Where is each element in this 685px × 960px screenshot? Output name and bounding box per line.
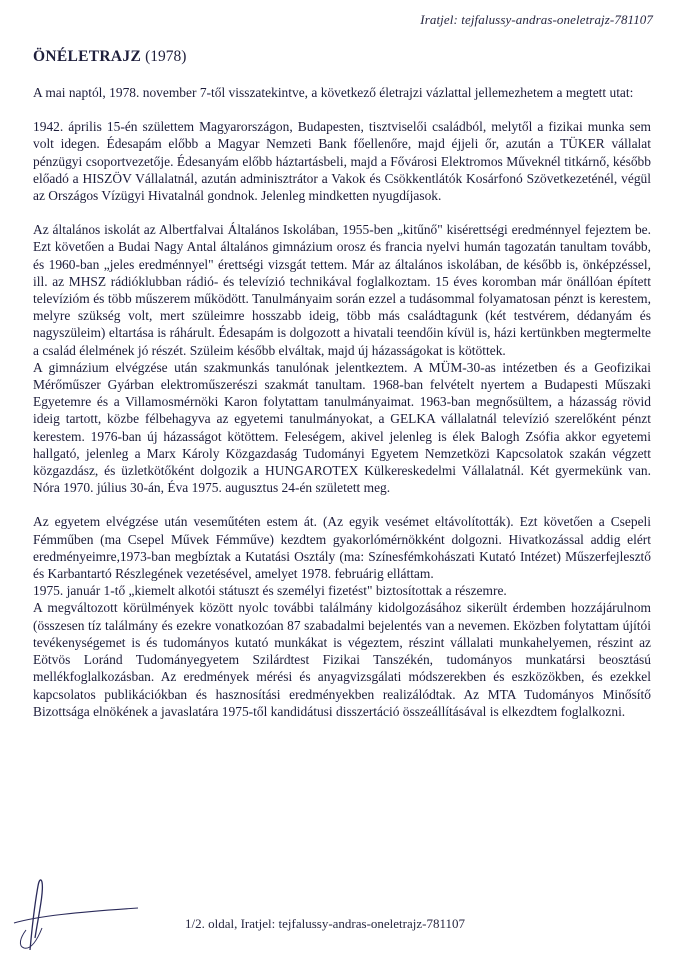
title-year: (1978) [145,48,187,65]
header-reference: Iratjel: tejfalussy-andras-oneletrajz-781107 [420,12,653,27]
paragraph-career: Az egyetem elvégzése után veseműtéten estem át. (Az egyik vesémet eltávolították). Ezt követően a Csepeli Fémműben (ma Csepel Művek Fémműve) kezdtem gyakorlómérnökként dolgozni. Hivatkozással addig elért eredményeimre,1973-ban megbíztak a Kutatási Osztály (ma: Színesfémkohászati Kutató Intézet) Műszerfejlesztő és Karbantartó Részlegének vezetésével, amelyet 1978. februárig elláttam. [33,514,651,582]
paragraph-inventions: A megváltozott körülmények között nyolc további találmány kidolgozásához sikerült érdemben hozzájárulnom (összesen tíz találmány és ezekre vonatkozóan 87 szabadalmi bejelentés van a nevemen. Eközben folytattam újítói tevékenységemet is és tudományos kutató munkákat is végeztem, részint vállalati munkahelyemen, részint az Eötvös Loránd Tudományegyetem Szilárdtest Fizikai Tanszékén, tudományos munkatársi beosztású mellékfoglalkozásban. Az eredmények mérési és anyagvizsgálati módszerekben és eszközökben, és ezekkel kapcsolatos publikációkban és hasznosítási eredményekben realizálódtak. Az MTA Tudományos Minősítő Bizottsága elnökének a javaslatára 1975-től kandidátusi disszertáció összeállításával is elkezdtem foglalkozni. [33,600,651,719]
document-body [33,84,651,720]
paragraph-intro: A mai naptól, 1978. november 7-től visszatekintve, a következő életrajzi vázlattal jellemezhetem a megtett utat: [33,85,634,100]
paragraph-status: 1975. január 1-tő „kiemelt alkotói státuszt és személyi fizetést" biztosítottak a részemre. [33,583,507,599]
paragraph-studies-marriage: A gimnázium elvégzése után szakmunkás tanulónak jelentkeztem. A MÜM-30-as intézetben és a Geofizikai Mérőműszer Gyárban elektroműszerészi szakmát tanultam. 1968-ban felvételt nyertem a Budapesti Műszaki Egyetemre és a Villamosmérnöki Karon folytattam tanulmányaimat. 1963-ban megnősültem, a házasság rövid ideig tartott, közbe félbehagyva az egyetemi tanulmányokat, a GELKA vállalatnál televízió szerelőként pénzt kerestem. 1976-ban új házasságot kötöttem. Feleségem, akivel jelenleg is élek Balogh Zsófia akkor egyetemi hallgató, jelenleg a Marx Károly Közgazdaság Tudományi Egyetem Nemzetközi Kapcsolatok szakán végzett közgazdász, és üzletkötőként dolgozik a HUNGAROTEX Külkereskedelmi Vállalatnál. Két gyermekünk van. Nóra 1970. július 30-án, Éva 1975. augusztus 24-én született meg. [33,359,651,496]
paragraph-birth-family: 1942. április 15-én születtem Magyarországon, Budapesten, tisztviselői családból, melytől a fizikai munka sem volt idegen. Édesapám előbb a Magyar Nemzeti Bank főellenőre, majd éjjeli őr, azután a TÜKER vállalat pénzügyi csoportvezetője. Édesanyám előbb háztartásbeli, majd a Fővárosi Elektromos Műveknél titkárnő, később előadó a HISZÖV Vállalatnál, azután adminisztrátor a Vakok és Csökkentlátók Kosárfonó Szövetkezeténél, végül az Országos Vízügyi Hivatalnál gondnok. Jelenleg mindketten nyugdíjasok. [33,119,651,204]
title-main: ÖNÉLETRAJZ [33,48,142,65]
page-footer: 1/2. oldal, Iratjel: tejfalussy-andras-oneletrajz-781107 [185,916,466,931]
document-title [33,48,186,66]
handwritten-signature [8,868,143,953]
paragraph-schooling: Az általános iskolát az Albertfalvai Általános Iskolában, 1955-ben „kitűnő" kisérettségi eredménnyel fejeztem be. Ezt követően a Budai Nagy Antal általános gimnázium orosz és francia nyelvi humán tagozatán tanultam tovább, és 1960-ban „jeles eredménnyel" érettségi vizsgát tettem. Már az általános iskolában, de később is, önképzéssel, ill. az MHSZ rádióklubban rádió- és televízió technikával foglalkoztam. 15 éves koromban már önállóan épített televízióm és több műszerem működött. Tanulmányaim során ezzel a tudásommal folyamatosan pénzt is kerestem, melyre szükség volt, mert szüleimre hosszabb ideig, több más családtagunk (két testvérem, dédanyám és nagyszüleim) eltartása is ráhárult. Édesapám is dolgozott a hivatali teendőin kívül is, házi kertünkben megtermelte a család élelmének jó részét. Szüleim később elváltak, majd új házasságokat is kötöttek. [33,222,651,358]
